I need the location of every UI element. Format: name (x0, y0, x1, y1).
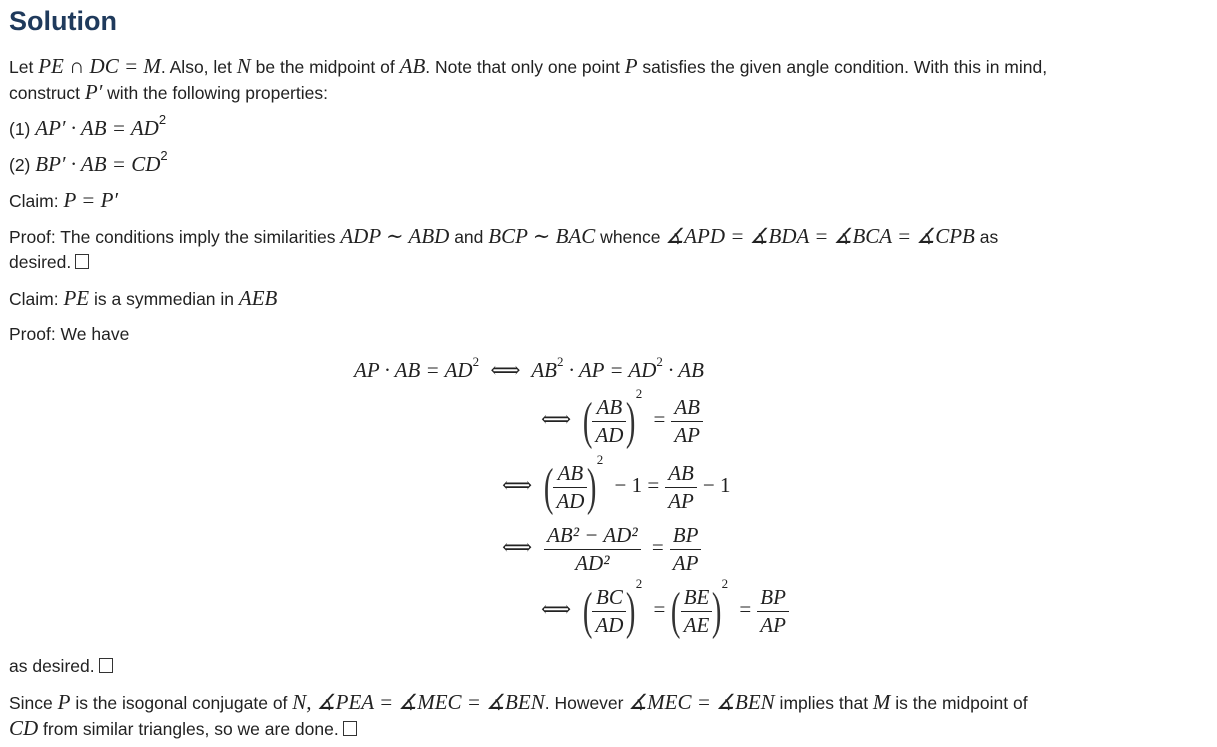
equation-row-4 (502, 522, 701, 577)
text: implies that (774, 693, 873, 713)
denominator: AP (672, 551, 699, 575)
text: be the midpoint of (250, 57, 400, 77)
math: P = P′ (63, 188, 118, 212)
math: BCP ∼ BAC (488, 224, 596, 248)
claim-2 (9, 285, 277, 312)
math: PE (63, 286, 90, 310)
equation-row-3 (502, 452, 736, 516)
qed-box (75, 254, 89, 269)
iff-symbol: ⟺ (541, 407, 572, 432)
denominator: AE (683, 613, 710, 637)
right-paren: ) (626, 582, 636, 640)
right-paren: ) (712, 582, 722, 640)
proof-1-line-2 (9, 249, 89, 275)
denominator: AD² (575, 551, 610, 575)
math: P (57, 690, 71, 714)
left-paren: ( (583, 582, 593, 640)
equation-row-5 (541, 576, 789, 640)
qed-box (343, 721, 357, 736)
denominator: AP (760, 613, 786, 637)
text: is the isogonal conjugate of (70, 693, 293, 713)
text: . Also, let (160, 57, 237, 77)
intro-line-1 (9, 53, 1047, 80)
equals: = (739, 597, 752, 622)
exponent: 2 (635, 576, 643, 591)
math: CD (9, 716, 39, 740)
iff-symbol: ⟺ (541, 597, 572, 622)
equation-row-2 (541, 386, 703, 450)
text: is the midpoint of (890, 693, 1028, 713)
fraction (592, 394, 626, 449)
left-paren: ( (671, 582, 681, 640)
exponent: 2 (596, 452, 604, 467)
text: . Note that only one point (425, 57, 625, 77)
text: as (974, 227, 999, 247)
math: AEB (238, 286, 278, 310)
text: Proof: We have (9, 324, 130, 344)
denominator: AP (668, 489, 694, 513)
math: ∡MEC = ∡BEN (628, 690, 775, 714)
fraction (553, 460, 587, 515)
label: (1) (9, 119, 36, 139)
text: from similar triangles, so we are done. (38, 719, 339, 739)
solution-heading: Solution (9, 6, 117, 36)
final-line-2 (9, 715, 357, 742)
proof-1-line-1 (9, 223, 998, 250)
exponent: 2 (556, 354, 564, 369)
fraction (670, 522, 702, 577)
property-2 (9, 148, 168, 178)
math: PE ∩ DC = M (38, 54, 161, 78)
denominator: AD (595, 423, 624, 447)
math: AB (531, 358, 557, 382)
equals: = (653, 407, 666, 432)
math: ADP ∼ ABD (340, 224, 450, 248)
text: Since (9, 693, 58, 713)
equation-row-1 (354, 354, 704, 383)
numerator: BP (670, 522, 702, 550)
denominator: AD (595, 613, 624, 637)
text: desired. (9, 252, 72, 272)
iff-symbol: ⟺ (490, 358, 521, 382)
math: BP′ · AB = CD (35, 152, 161, 176)
numerator: AB (592, 394, 626, 422)
fraction (544, 522, 641, 577)
math: N (236, 54, 251, 78)
as-desired-line (9, 653, 113, 679)
right-paren: ) (626, 392, 636, 450)
left-paren: ( (544, 458, 554, 516)
numerator: BP (757, 584, 789, 612)
numerator: AB (665, 460, 697, 488)
math: AP · AB = AD (354, 358, 473, 382)
fraction (757, 584, 789, 639)
final-line-1 (9, 689, 1028, 716)
exponent: 2 (158, 112, 167, 127)
intro-line-2 (9, 79, 328, 106)
numerator: AB (671, 394, 703, 422)
claim-1 (9, 187, 118, 214)
label: Claim: (9, 191, 64, 211)
numerator: BC (592, 584, 626, 612)
equals: = (651, 535, 664, 560)
text: as desired. (9, 656, 95, 676)
numerator: AB² − AD² (544, 522, 641, 550)
equals: = (653, 597, 666, 622)
text: is a symmedian in (89, 289, 239, 309)
text: . However (544, 693, 629, 713)
proof-2-intro (9, 321, 129, 347)
fraction (681, 584, 713, 639)
text: whence (595, 227, 666, 247)
exponent: 2 (656, 354, 663, 369)
math: M (872, 690, 891, 714)
iff-symbol: ⟺ (502, 535, 533, 560)
exponent: 2 (472, 354, 480, 369)
qed-box (99, 658, 113, 673)
text: Proof: The conditions imply the similarities (9, 227, 341, 247)
math: AB (399, 54, 426, 78)
text: construct (9, 83, 85, 103)
iff-symbol: ⟺ (502, 473, 533, 498)
left-paren: ( (583, 392, 593, 450)
numerator: BE (681, 584, 713, 612)
fraction (671, 394, 703, 449)
math: P (624, 54, 638, 78)
math: · AP = AD (563, 358, 657, 382)
exponent: 2 (160, 148, 168, 163)
right-paren: ) (587, 458, 597, 516)
label: Claim: (9, 289, 64, 309)
property-1 (9, 112, 167, 142)
denominator: AD (556, 489, 585, 513)
fraction (665, 460, 697, 515)
text: and (449, 227, 489, 247)
math: AP′ · AB = AD (35, 116, 159, 140)
math: ∡APD = ∡BDA = ∡BCA = ∡CPB (665, 224, 975, 248)
math: · AB (662, 358, 704, 382)
exponent: 2 (721, 576, 729, 591)
label: (2) (9, 155, 36, 175)
operator: − 1 = (614, 473, 660, 498)
exponent: 2 (635, 386, 643, 401)
math: N, ∡PEA = ∡MEC = ∡BEN (292, 690, 545, 714)
fraction (592, 584, 626, 639)
math: P′ (84, 80, 103, 104)
text: with the following properties: (102, 83, 328, 103)
denominator: AP (674, 423, 701, 447)
operator: − 1 (702, 473, 731, 498)
text: Let (9, 57, 39, 77)
numerator: AB (553, 460, 587, 488)
text: satisfies the given angle condition. With this in mind, (637, 57, 1048, 77)
